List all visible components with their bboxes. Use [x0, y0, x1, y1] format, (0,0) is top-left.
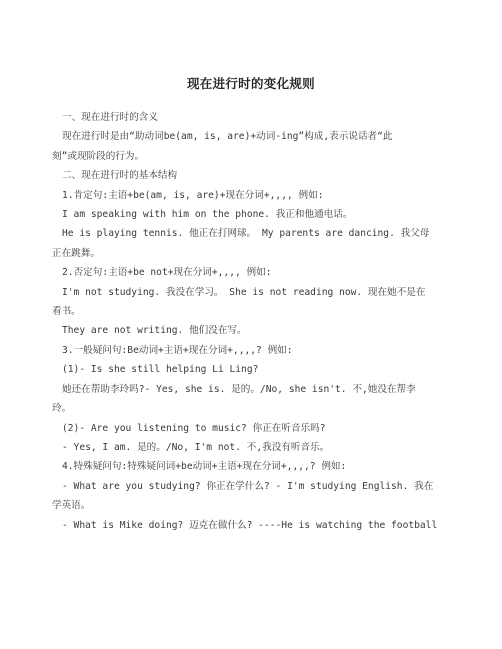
paragraph-line: 刻”或现阶段的行为。 [52, 150, 145, 162]
paragraph-line: I am speaking with him on the phone. 我正和他通电话。 [62, 209, 353, 221]
paragraph-line: - What is Mike doing? 迈克在做什么? ----He is watching the football [62, 519, 438, 531]
paragraph-line: (2)- Are you listening to music? 你正在听音乐吗? [62, 422, 326, 434]
paragraph-line: He is playing tennis. 他正在打网球。 My parents are dancing. 我父母 [62, 228, 430, 240]
document-title: 现在进行时的变化规则 [186, 76, 315, 91]
section-heading: 一、现在进行时的含义 [62, 112, 158, 123]
paragraph-line: 3.一般疑问句:Be动词+主语+现在分词+,,,,? 例如: [62, 344, 293, 356]
paragraph-line: 正在跳舞。 [52, 247, 100, 259]
paragraph-line: - What are you studying? 你正在学什么? - I'm studying English. 我在 [62, 480, 434, 492]
paragraph-line: - Yes, I am. 是的。/No, I'm not. 不,我没有听音乐。 [62, 441, 330, 453]
paragraph-line: 4.特殊疑问句:特殊疑问词+be动词+主语+现在分词+,,,,? 例如: [62, 461, 347, 473]
paragraph-line: 看书。 [52, 306, 81, 318]
paragraph-line: 现在进行时是由“助动词be(am, is, are)+动词-ing”构成,表示说话者“此 [62, 131, 393, 143]
paragraph-line: (1)- Is she still helping Li Ling? [62, 364, 259, 376]
paragraph-line: 她还在帮助李玲吗?- Yes, she is. 是的。/No, she isn't. 不,她没在帮李 [62, 383, 416, 395]
paragraph-line: I'm not studying. 我没在学习。 She is not reading now. 现在她不是在 [62, 286, 426, 298]
paragraph-line: 玲。 [52, 403, 72, 415]
document-body [52, 108, 452, 535]
paragraph-line: 2.否定句:主语+be not+现在分词+,,,, 例如: [62, 267, 272, 279]
paragraph-line: They are not writing. 他们没在写。 [62, 325, 247, 337]
paragraph-line: 1.肯定句:主语+be(am, is, are)+现在分词+,,,, 例如: [62, 189, 324, 201]
section-heading: 二、现在进行时的基本结构 [62, 170, 178, 182]
paragraph-line: 学英语。 [52, 500, 91, 512]
